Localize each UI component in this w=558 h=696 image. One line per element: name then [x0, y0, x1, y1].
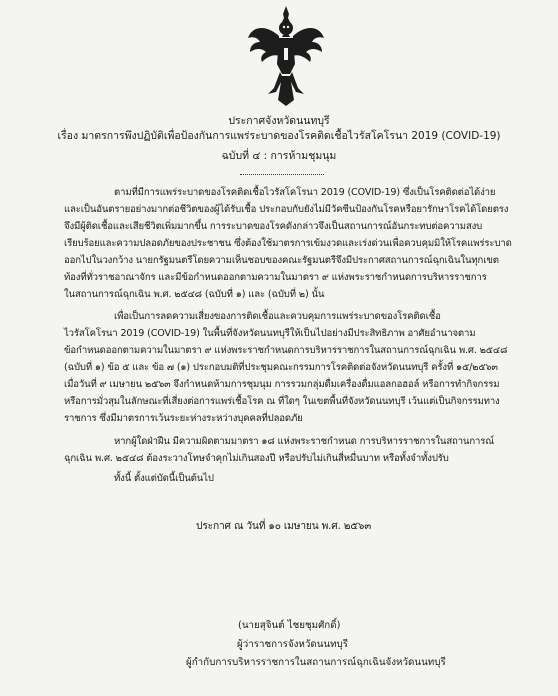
paragraph-1-line: ตามที่มีการแพร่ระบาดของโรคติดเชื้อไวรัสโคโรนา 2019 (COVID-19) ซึ่งเป็นโรคติดต่อได้ง่าย [114, 187, 496, 198]
paragraph-2-line: หรือการมั่วสุมในลักษณะที่เสี่ยงต่อการแพร่เชื้อโรค ณ ที่ใดๆ ในเขตพื้นที่จังหวัดนนทบุรี เว้นแต่เป็นกิจกรรมทาง [64, 396, 500, 407]
paragraph-1-line: เรียบร้อยและความปลอดภัยของประชาชน ซึ่งต้องใช้มาตรการเข้มงวดและเร่งด่วนเพื่อควบคุมมิให้โรคแพร่ระบาด [64, 238, 512, 249]
signer-role: ผู้กำกับการบริหารราชการในสถานการณ์ฉุกเฉินจังหวัดนนทบุรี [186, 657, 446, 668]
paragraph-2-line: เพื่อเป็นการลดความเสี่ยงของการติดเชื้อและควบคุมการแพร่ระบาดของโรคติดเชื้อ [114, 311, 441, 322]
paragraph-3-line: หากผู้ใดฝ่าฝืน มีความผิดตามมาตรา ๑๘ แห่งพระราชกำหนด การบริหารราชการในสถานการณ์ [114, 436, 494, 447]
announcement-date: ประกาศ ณ วันที่ ๑๐ เมษายน พ.ศ. ๒๕๖๓ [196, 521, 372, 532]
paragraph-2-line: ไวรัสโคโรนา 2019 (COVID-19) ในพื้นที่จังหวัดนนทบุรีให้เป็นไปอย่างมีประสิทธิภาพ อาศัยอำนาจตาม [64, 328, 476, 339]
paragraph-1-line: ในสถานการณ์ฉุกเฉิน พ.ศ. ๒๕๔๘ (ฉบับที่ ๑) และ (ฉบับที่ ๒) นั้น [64, 289, 325, 300]
document-issue: ฉบับที่ ๔ : การห้ามชุมนุม [221, 150, 337, 162]
paragraph-1-line: จึงมีผู้ติดเชื้อและเสียชีวิตเพิ่มมากขึ้น การระบาดของโรคดังกล่าวจึงเป็นสถานการณ์อันกระทบต่อความสงบ [64, 221, 483, 232]
paragraph-3-line: ฉุกเฉิน พ.ศ. ๒๕๔๘ ต้องระวางโทษจำคุกไม่เกินสองปี หรือปรับไม่เกินสี่หมื่นบาท หรือทั้งจำทั้งปรับ [64, 453, 449, 464]
document-subject: เรื่อง มาตรการพึงปฏิบัติเพื่อป้องกันการแพร่ระบาดของโรคติดเชื้อไวรัสโคโรนา 2019 (COVID-19) [57, 130, 501, 142]
paragraph-2-line: ข้อกำหนดออกตามความในมาตรา ๙ แห่งพระราชกำหนดการบริหารราชการในสถานการณ์ฉุกเฉิน พ.ศ. ๒๕๔๘ [64, 345, 508, 356]
paragraph-1-line: ท้องที่ทั่วราชอาณาจักร และมีข้อกำหนดออกตามความในมาตรา ๙ แห่งพระราชกำหนดการบริหารราชการ [64, 272, 487, 283]
paragraph-1-line: ออกไปในวงกว้าง นายกรัฐมนตรีโดยความเห็นชอบของคณะรัฐมนตรีจึงมีประกาศสถานการณ์ฉุกเฉินในทุกเขต [64, 255, 499, 266]
dotted-divider [240, 174, 324, 175]
paragraph-2-line: (ฉบับที่ ๑) ข้อ ๕ และ ข้อ ๗ (๑) ประกอบมติที่ประชุมคณะกรรมการโรคติดต่อจังหวัดนนทบุรี ครั้งที่ ๑๕/๒๕๖๓ [64, 362, 498, 373]
signer-name: (นายสุจินต์ ไชยชุมศักดิ์) [238, 620, 341, 631]
signer-title: ผู้ว่าราชการจังหวัดนนทบุรี [237, 639, 349, 650]
paragraph-2-line: ราชการ ซึ่งมีมาตรการเว้นระยะห่างระหว่างบุคคลที่ปลอดภัย [64, 413, 303, 424]
garuda-emblem-icon [246, 4, 326, 108]
paragraph-2-line: เมื่อวันที่ ๙ เมษายน ๒๕๖๓ จึงกำหนดห้ามการชุมนุม การรวมกลุ่มดื่มเครื่องดื่มแอลกอฮอล์ หรือการทำกิจกรรม [64, 379, 500, 390]
paragraph-1-line: และเป็นอันตรายอย่างมากต่อชีวิตของผู้ได้รับเชื้อ ประกอบกับยังไม่มีวัคซีนป้องกันโรคหรือยารักษาโรคได้โดยตรง [64, 204, 509, 215]
document-title: ประกาศจังหวัดนนทบุรี [228, 115, 330, 127]
closing-statement: ทั้งนี้ ตั้งแต่บัดนี้เป็นต้นไป [114, 473, 214, 484]
